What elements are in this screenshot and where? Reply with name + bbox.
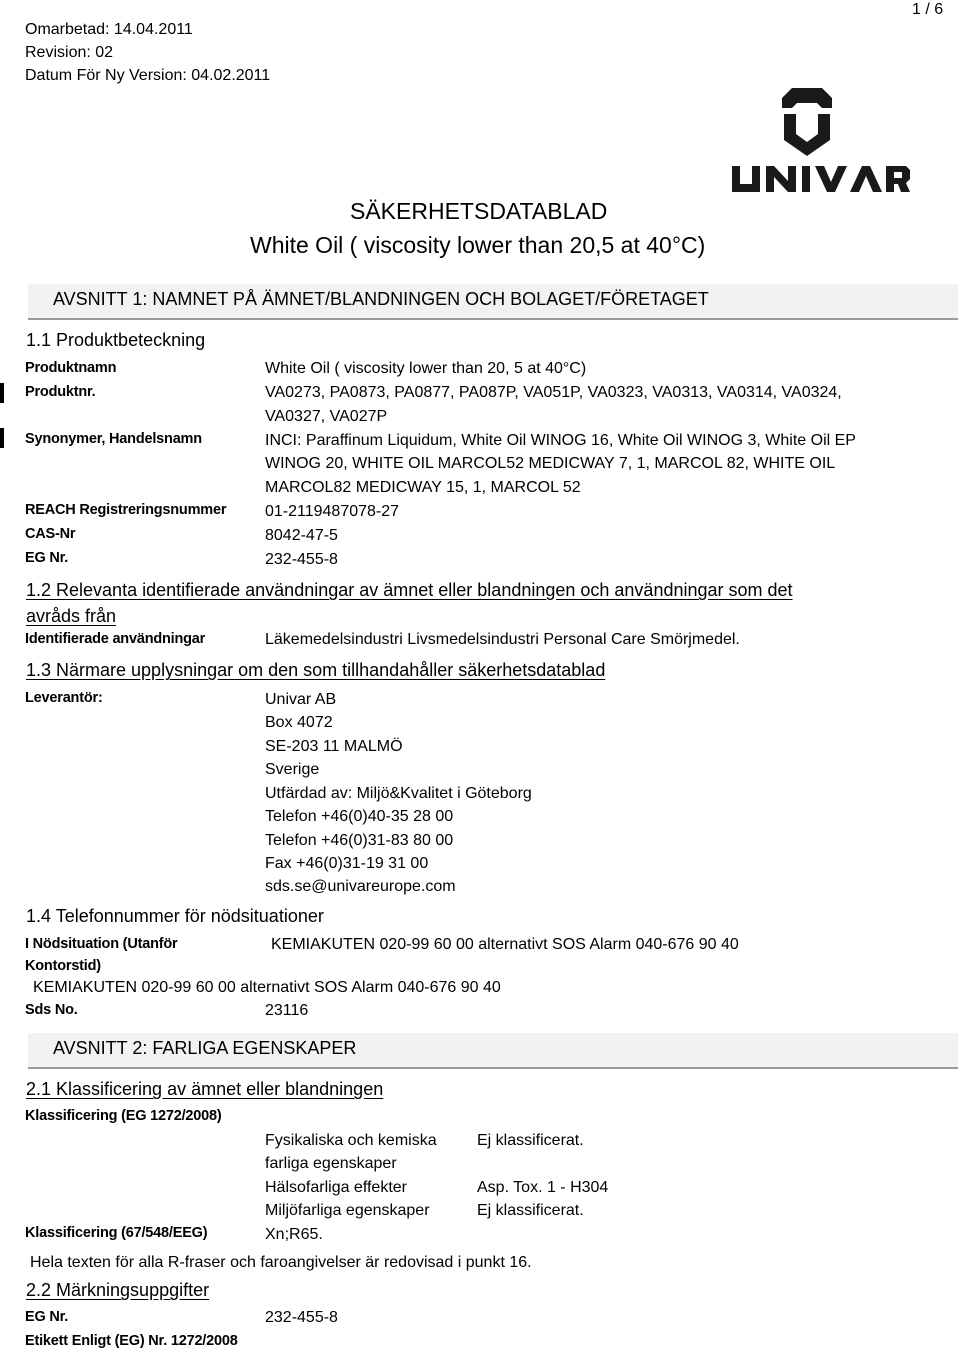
subsection-2-1-title: 2.1 Klassificering av ämnet eller blandningen [26, 1079, 384, 1099]
synonyms-value-cont2: MARCOL82 MEDICWAY 15, 1, MARCOL 52 [265, 479, 581, 496]
sds-number-value: 23116 [265, 1002, 309, 1019]
reach-label: REACH Registreringsnummer [25, 502, 227, 518]
subsection-1-2-title-cont: avråds från [26, 606, 117, 626]
class-physical-value: Ej klassificerat. [477, 1132, 584, 1149]
product-number-label: Produktnr. [25, 384, 96, 400]
sds-number-label: Sds No. [25, 1002, 78, 1018]
supplier-line: Box 4072 [265, 714, 333, 731]
subsection-2-2-title: 2.2 Märkningsuppgifter [26, 1280, 210, 1300]
univar-logo [700, 80, 912, 200]
label-regulation-label: Etikett Enligt (EG) Nr. 1272/2008 [25, 1333, 238, 1349]
cas-label: CAS-Nr [25, 526, 76, 542]
cas-value: 8042-47-5 [265, 527, 338, 544]
class-environment-value: Ej klassificerat. [477, 1202, 584, 1219]
product-number-value: VA0273, PA0873, PA0877, PA087P, VA051P, VA0323, VA0313, VA0314, VA0324, [265, 384, 842, 401]
classification-eeg-label: Klassificering (67/548/EEG) [25, 1225, 208, 1241]
section-2-header [28, 1033, 958, 1069]
change-bar [0, 428, 4, 448]
supplier-fax: Fax +46(0)31-19 31 00 [265, 855, 429, 872]
subsection-1-4-title: 1.4 Telefonnummer för nödsituationer [26, 906, 324, 926]
page-number: 1 / 6 [912, 1, 944, 18]
reach-value: 01-2119487078-27 [265, 503, 400, 520]
eg-number-label-2: EG Nr. [25, 1309, 69, 1325]
section-2-title: AVSNITT 2: FARLIGA EGENSKAPER [53, 1038, 357, 1058]
supplier-phone: Telefon +46(0)40-35 28 00 [265, 808, 454, 825]
change-bar [0, 383, 4, 403]
product-title: White Oil ( viscosity lower than 20,5 at 40°C) [250, 232, 706, 258]
subsection-1-2-title: 1.2 Relevanta identifierade användningar av ämnet eller blandningen och användningar som det [26, 580, 793, 600]
section-1-title: AVSNITT 1: NAMNET PÅ ÄMNET/BLANDNINGEN OCH BOLAGET/FÖRETAGET [53, 289, 709, 309]
class-physical-name: Fysikaliska och kemiska [265, 1132, 437, 1149]
subsection-1-1-title: 1.1 Produktbeteckning [26, 330, 206, 350]
emergency-value: KEMIAKUTEN 020-99 60 00 alternativt SOS Alarm 040-676 90 40 [271, 936, 739, 953]
eg-label: EG Nr. [25, 550, 69, 566]
supplier-email-link[interactable]: sds.se@univareurope.com [265, 878, 456, 895]
product-name-value: White Oil ( viscosity lower than 20, 5 at 40°C) [265, 360, 587, 377]
classification-eg-label: Klassificering (EG 1272/2008) [25, 1108, 222, 1124]
class-environment-name: Miljöfarliga egenskaper [265, 1202, 430, 1219]
identified-uses-value: Läkemedelsindustri Livsmedelsindustri Personal Care Smörjmedel. [265, 631, 740, 648]
supplier-line: Utfärdad av: Miljö&Kvalitet i Göteborg [265, 785, 532, 802]
class-physical-name-cont: farliga egenskaper [265, 1155, 397, 1172]
document-title: SÄKERHETSDATABLAD [350, 198, 608, 224]
emergency-label: I Nödsituation (Utanför [25, 936, 178, 952]
subsection-1-3-title: 1.3 Närmare upplysningar om den som tillhandahåller säkerhetsdatablad [26, 660, 606, 680]
supplier-phone: Telefon +46(0)31-83 80 00 [265, 832, 454, 849]
section-1-header [28, 284, 958, 320]
next-version-date: Datum För Ny Version: 04.02.2011 [25, 67, 271, 84]
supplier-line: Univar AB [265, 691, 337, 708]
class-health-value: Asp. Tox. 1 - H304 [477, 1179, 609, 1196]
synonyms-value: INCI: Paraffinum Liquidum, White Oil WINOG 16, White Oil WINOG 3, White Oil EP [265, 432, 856, 449]
revised-date: Omarbetad: 14.04.2011 [25, 21, 193, 38]
eg-number-value-2: 232-455-8 [265, 1309, 338, 1326]
supplier-line: SE-203 11 MALMÖ [265, 738, 403, 755]
identified-uses-label: Identifierade användningar [25, 631, 206, 647]
supplier-label: Leverantör: [25, 690, 103, 706]
classification-eeg-value: Xn;R65. [265, 1226, 323, 1243]
emergency-full-line: KEMIAKUTEN 020-99 60 00 alternativt SOS Alarm 040-676 90 40 [33, 979, 501, 996]
revision-number: Revision: 02 [25, 44, 114, 61]
r-phrases-note: Hela texten för alla R-fraser och faroangivelser är redovisad i punkt 16. [30, 1254, 532, 1271]
univar-logo-mark [700, 80, 912, 200]
class-health-name: Hälsofarliga effekter [265, 1179, 407, 1196]
synonyms-label: Synonymer, Handelsnamn [25, 431, 202, 447]
supplier-line: Sverige [265, 761, 320, 778]
eg-value: 232-455-8 [265, 551, 338, 568]
product-number-value-cont: VA0327, VA027P [265, 408, 388, 425]
emergency-label-cont: Kontorstid) [25, 958, 101, 974]
product-name-label: Produktnamn [25, 360, 117, 376]
synonyms-value-cont: WINOG 20, WHITE OIL MARCOL52 MEDICWAY 7, 1, MARCOL 82, WHITE OIL [265, 455, 836, 472]
